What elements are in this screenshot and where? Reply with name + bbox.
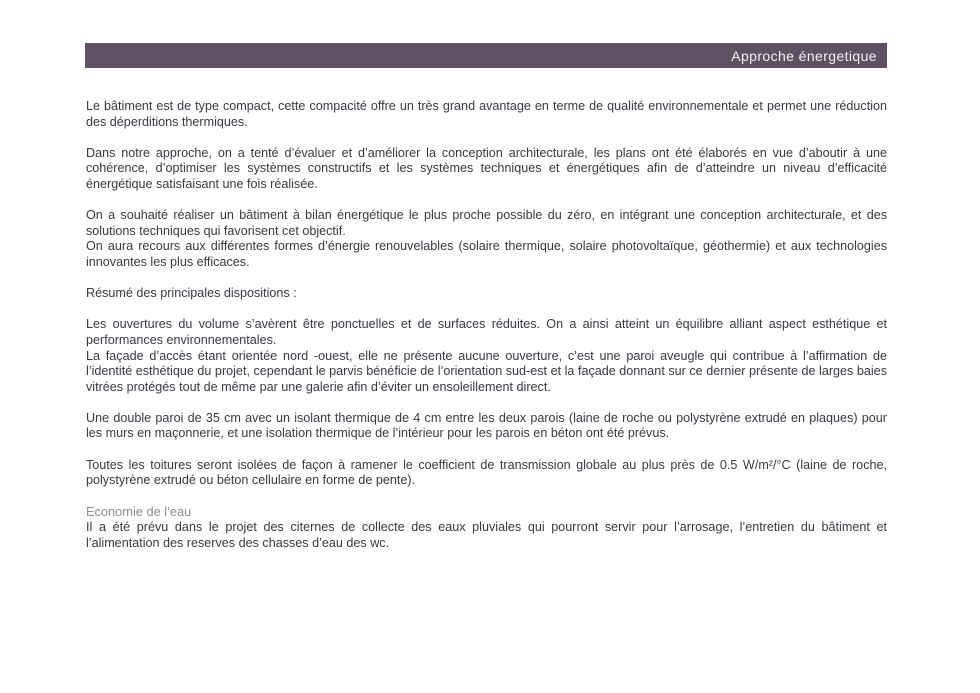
paragraph-bilan-energetique: On a souhaité réaliser un bâtiment à bilan énergétique le plus proche possible du zéro, en intégrant une conception architecturale, et des solutions techniques qui favorisent cet objectif. bbox=[86, 208, 887, 238]
paragraph-citernes: Il a été prévu dans le projet des citernes de collecte des eaux pluviales qui pourront servir pour l’arrosage, l’entretien du bâtiment et l’alimentation des reserves des chasses d’eau des wc. bbox=[86, 520, 887, 550]
paragraph-energies-renouvelables: On aura recours aux différentes formes d’énergie renouvelables (solaire thermique, solaire photovoltaïque, géothermie) et aux technologies innovantes les plus efficaces. bbox=[86, 239, 887, 269]
paragraph-ouvertures: Les ouvertures du volume s’avèrent être ponctuelles et de surfaces réduites. On a ainsi atteint un équilibre alliant aspect esthétique et performances environnementales. bbox=[86, 317, 887, 347]
paragraph-double-paroi: Une double paroi de 35 cm avec un isolant thermique de 4 cm entre les deux parois (laine de roche ou polystyrène extrudé en plaques) pour les murs en maçonnerie, et une isolation thermique de l’intérieur pour les parois en béton ont été prévus. bbox=[86, 410, 887, 441]
section-header-bar bbox=[85, 43, 887, 68]
paragraph-compacite: Le bâtiment est de type compact, cette compacité offre un très grand avantage en terme de qualité environnementale et permet une réduction des déperditions thermiques. bbox=[86, 99, 887, 129]
paragraph-toitures: Toutes les toitures seront isolées de façon à ramener le coefficient de transmission globale au plus près de 0.5 W/m²/°C (laine de roche, polystyrène extrudé ou béton cellulaire en forme de pente). bbox=[86, 457, 887, 488]
document-body bbox=[86, 99, 887, 551]
paragraph-facade: La façade d’accès étant orientée nord -ouest, elle ne présente aucune ouverture, c’est une paroi aveugle qui contribue à l’affirmation de l’identité esthétique du projet, cependant le parvis bénéficie de l’orientation sud-est et la façade donnant sur ce dernier présente de larges baies vitrées protégés tout de même par une galerie afin d’éviter un ensoleillement direct. bbox=[86, 348, 887, 394]
section-header-title: Approche énergetique bbox=[731, 47, 877, 64]
heading-economie-eau: Economie de l’eau bbox=[86, 504, 192, 520]
label-resume-dispositions: Résumé des principales dispositions : bbox=[86, 286, 297, 301]
paragraph-approche: Dans notre approche, on a tenté d’évaluer et d’améliorer la conception architecturale, les plans ont été élaborés en vue d’aboutir à une cohérence, d’optimiser les systèmes constructifs et les systèmes techniques et énergétiques afin de d’atteindre un niveau d’efficacité énergétique satisfaisant une fois réalisée. bbox=[86, 145, 887, 191]
